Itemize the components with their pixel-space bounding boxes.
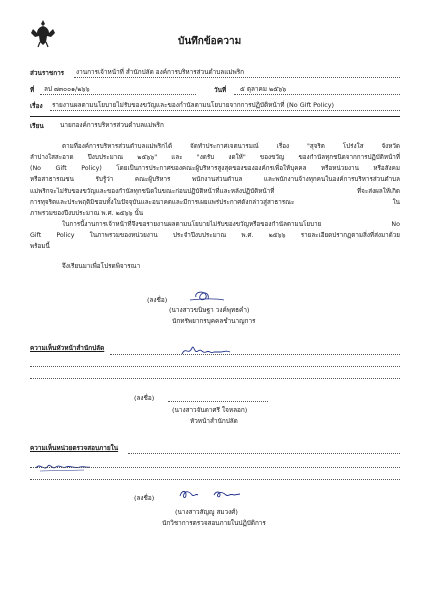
ref-value: ลป ๗๓๐๐๑/๒๖๖ bbox=[44, 85, 90, 93]
body-p1-line: ตามที่องค์การบริหารส่วนตำบลแม่พริกได้ จัดทำประกาศเจตนารมณ์ เรื่อง "สุจริต โปร่งใส จังหวัด bbox=[62, 143, 400, 150]
header-separator bbox=[30, 116, 400, 117]
section2-sign-label: (ลงชื่อ) bbox=[134, 394, 155, 402]
signature-section3-comment bbox=[34, 459, 94, 478]
body-p2-line: ในการนี้งานการเจ้าหน้าที่จึงขอรายงานผลตามนโยบายไม่รับของขวัญหรือของกำนัลตามนโยบาย No bbox=[62, 221, 400, 228]
section2-name: (นางสาวจันดาศรี ใจหลอก) bbox=[172, 406, 248, 414]
agency-label: ส่วนราชการ bbox=[30, 69, 65, 77]
date-label: วันที่ bbox=[214, 86, 227, 94]
body-p2-line: พร้อมนี้ bbox=[30, 243, 50, 251]
section3-dotted-line-3 bbox=[30, 479, 400, 480]
subject-value: รายงานผลตามนโยบายไม่รับของขวัญและของกำนัลตามนโยบายจากการปฏิบัติหน้าที่ (No Gift Policy) bbox=[52, 101, 335, 109]
ref-label: ที่ bbox=[30, 86, 35, 94]
body-paragraph-1-continued bbox=[30, 152, 400, 219]
section3-dotted-line-2 bbox=[30, 467, 400, 468]
subject-dotted-line bbox=[50, 110, 400, 111]
body-paragraph-2-continued bbox=[30, 230, 400, 252]
signature-section2-comment bbox=[180, 343, 240, 362]
body-paragraph-1 bbox=[62, 141, 400, 152]
section2-sign-line bbox=[168, 401, 268, 402]
body-paragraph-2 bbox=[62, 219, 400, 230]
garuda-emblem-icon bbox=[30, 18, 56, 48]
to-label: เรียน bbox=[30, 122, 44, 130]
body-p1-line: การทุจริตและประพฤติมิชอบทั้งในปัจจุบันและอนาคตและมีการเผยแพร่ประกาศดังกล่าวสู่สาธารณะ ใน bbox=[30, 198, 400, 206]
body-p1-line: ภาพรวมของปีงบประมาณ พ.ศ. ๒๕๖๖ นั้น bbox=[30, 210, 144, 218]
to-value: นายกองค์การบริหารส่วนตำบลแม่พริก bbox=[60, 121, 164, 129]
section2-dotted-line-1 bbox=[110, 354, 400, 355]
signature-1 bbox=[190, 288, 230, 308]
signer1-sign-label: (ลงชื่อ) bbox=[147, 296, 168, 304]
memo-title: บันทึกข้อความ bbox=[178, 36, 242, 47]
section2-position: หัวหน้าสำนักปลัด bbox=[190, 417, 238, 425]
closing-text: จึงเรียนมาเพื่อโปรดพิจารณา bbox=[62, 262, 141, 270]
signature-3 bbox=[178, 486, 248, 506]
agency-dotted-line bbox=[74, 77, 400, 78]
section3-heading: ความเห็นหน่วยตรวจสอบภายใน bbox=[30, 444, 119, 452]
ref-dotted-line bbox=[40, 94, 196, 95]
date-value: ๕ ตุลาคม ๒๕๖๖ bbox=[240, 85, 287, 93]
date-dotted-line bbox=[234, 94, 400, 95]
signer1-position: นักทรัพยากรบุคคลชำนาญการ bbox=[172, 317, 256, 325]
section2-dotted-line-3 bbox=[30, 378, 400, 379]
body-p1-line: แม่พริกจะไม่รับของขวัญและของกำนัลทุกชนิดในขณะก่อนปฏิบัติหน้าที่และหลังปฏิบัติหน้าที่ ที่จะส่งผลให้เกิด bbox=[30, 187, 400, 195]
section3-position: นักวิชาการตรวจสอบภายในปฏิบัติการ bbox=[162, 519, 266, 527]
body-p1-line: (No Gift Policy) โดยเป็นการประกาศของคณะผู้บริหารสูงสุดของขององค์กรเพื่อให้บุคคล หรือหน่วยงาน หรือสังคม bbox=[30, 165, 400, 173]
body-p1-line: ลำปางใสสะอาด ปีงบประมาณ ๒๕๖๖" และ "งดรับ งดให้" ของขวัญ ของกำนัลทุกชนิดจากการปฏิบัติหน้าที่ bbox=[30, 154, 400, 161]
body-p2-line: Gift Policy ในภาพรวมของหน่วยงาน ประจำปีงบประมาณ พ.ศ. ๒๕๖๖ รายละเอียดปรากฏตามสิ่งที่ส่งมาด้วย bbox=[30, 232, 400, 239]
subject-label: เรื่อง bbox=[30, 102, 43, 110]
section2-dotted-line-2 bbox=[30, 366, 400, 367]
section3-dotted-line-1 bbox=[128, 453, 400, 454]
agency-value: งานการเจ้าหน้าที่ สำนักปลัด องค์การบริหารส่วนตำบลแม่พริก bbox=[76, 68, 245, 76]
signer1-name: (นางสาวขนิษฐา วงค์พุทธคำ) bbox=[169, 306, 250, 314]
body-p1-line: หรือสาธารณชน รับรู้ว่า คณะผู้บริหาร พนักงานส่วนตำบล และพนักงานจ้างทุกคนในองค์การบริหารส่วนตำบล bbox=[30, 176, 400, 184]
section3-sign-label: (ลงชื่อ) bbox=[134, 494, 155, 502]
section2-heading: ความเห็นหัวหน้าสำนักปลัด bbox=[30, 344, 105, 352]
section3-name: (นางสาวสัญญู สมวงศ์) bbox=[175, 508, 238, 516]
